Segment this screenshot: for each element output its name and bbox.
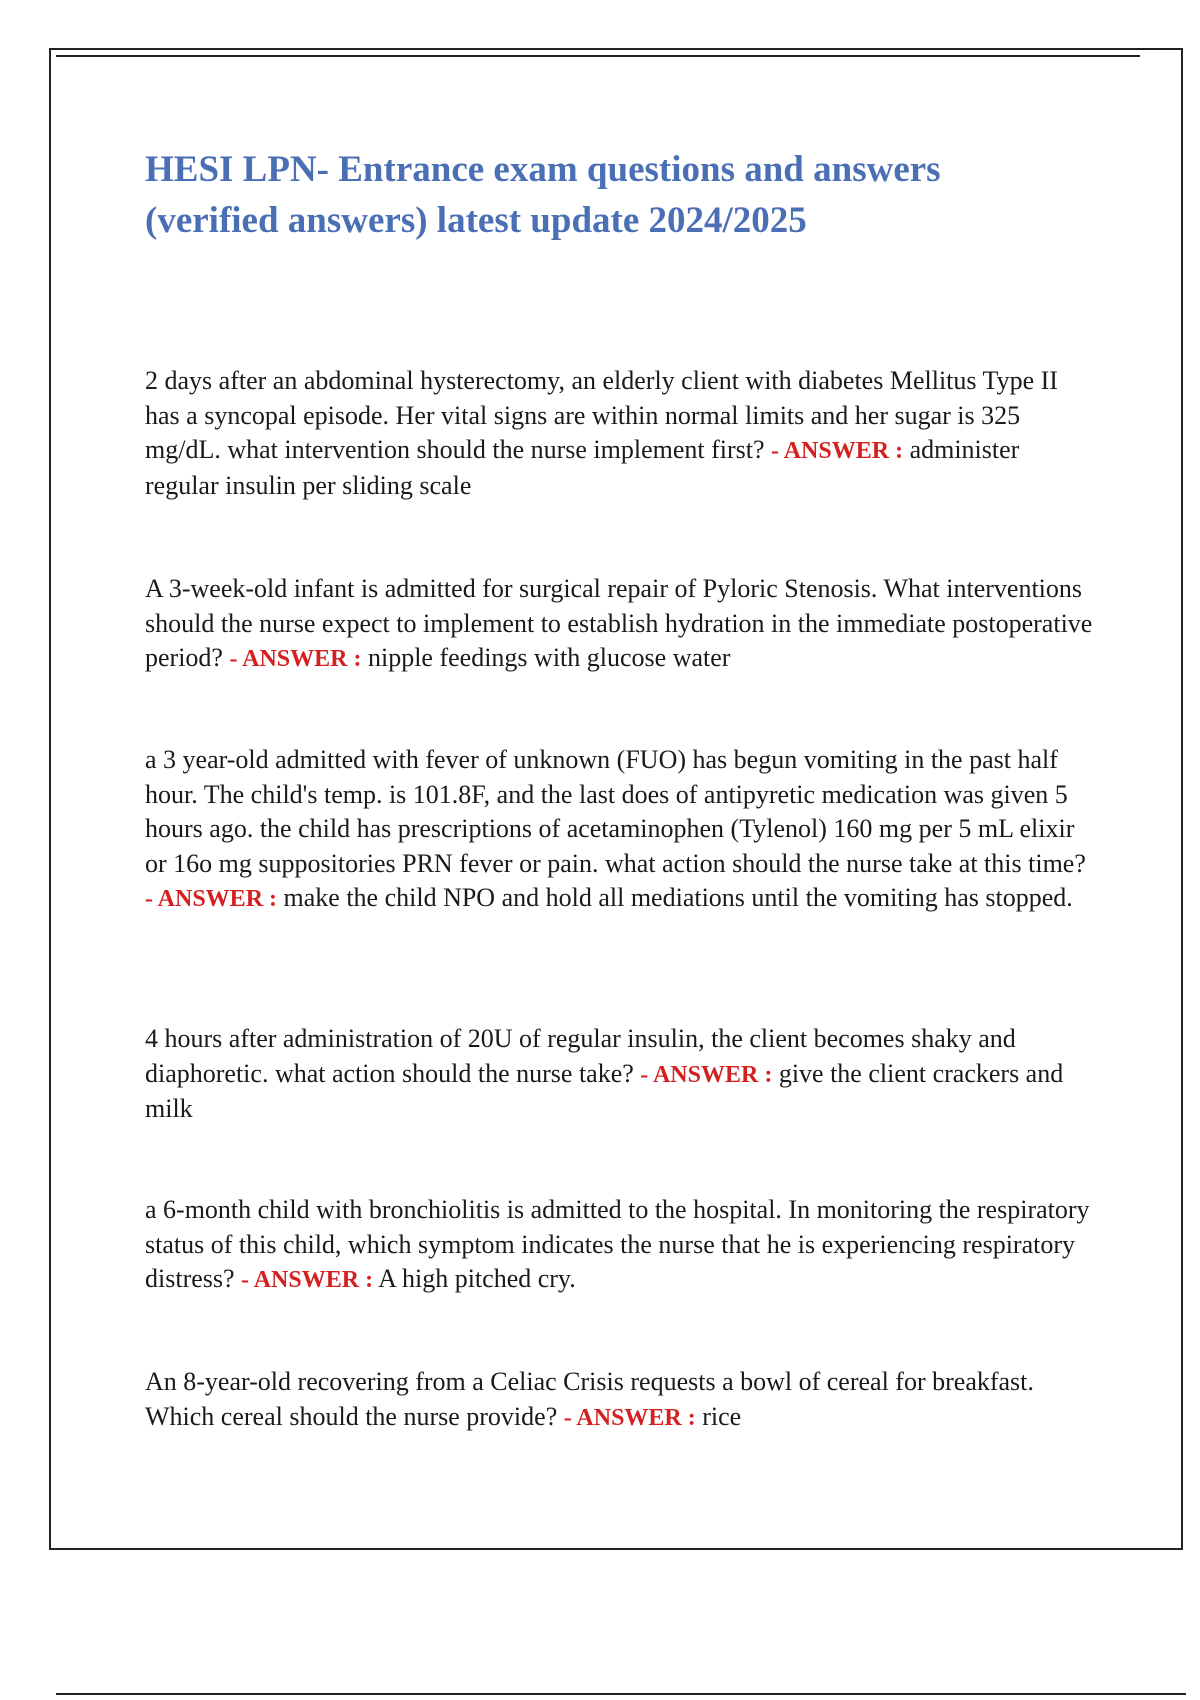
- answer-text: A high pitched cry.: [378, 1264, 576, 1293]
- question-text: 4 hours after administration of 20U of regular insulin, the client becomes shaky and diaphoretic. what action should the nurse take?: [145, 1024, 1016, 1088]
- answer-label: - ANSWER :: [145, 886, 278, 912]
- answer-text: give the client crackers and milk: [145, 1058, 1064, 1123]
- answer-text: rice: [702, 1401, 742, 1431]
- qa-item: [145, 1365, 1095, 1435]
- qa-item: [145, 1193, 1095, 1298]
- qa-item: [145, 572, 1095, 677]
- answer-label: - ANSWER :: [241, 1267, 374, 1293]
- answer-label: - ANSWER :: [229, 646, 362, 672]
- answer-label: - ANSWER :: [640, 1061, 773, 1088]
- qa-item: [145, 743, 1095, 917]
- answer-label: - ANSWER :: [563, 1404, 696, 1431]
- qa-item: [145, 1022, 1095, 1127]
- answer-text: make the child NPO and hold all mediations until the vomiting has stopped.: [283, 883, 1073, 912]
- question-text: a 6-month child with bronchiolitis is admitted to the hospital. In monitoring the respiratory status of this child, which symptom indicates the nurse that he is experiencing respiratory distress?: [145, 1195, 1090, 1293]
- answer-label: - ANSWER :: [771, 438, 904, 464]
- question-text: A 3-week-old infant is admitted for surgical repair of Pyloric Stenosis. What interventions should the nurse expect to implement to establish hydration in the immediate postoperative period?: [145, 574, 1093, 672]
- question-text: a 3 year-old admitted with fever of unknown (FUO) has begun vomiting in the past half hour. The child's temp. is 101.8F, and the last does of antipyretic medication was given 5 hours ago. the child has prescriptions of acetaminophen (Tylenol) 160 mg per 5 mL elixir or 16o mg suppositories PRN fever or pain. what action should the nurse take at this time?: [145, 745, 1086, 878]
- question-text: An 8-year-old recovering from a Celiac Crisis requests a bowl of cereal for breakfast. Which cereal should the nurse provide?: [145, 1367, 1034, 1431]
- question-text: 2 days after an abdominal hysterectomy, an elderly client with diabetes Mellitus Type II has a syncopal episode. Her vital signs are within normal limits and her sugar is 325 mg/dL. what intervention should the nurse implement first?: [145, 366, 1058, 464]
- document-title: HESI LPN- Entrance exam questions and answers (verified answers) latest update 2024/2025: [145, 149, 941, 241]
- bottom-rule: [56, 1693, 1186, 1695]
- qa-item: [145, 364, 1095, 503]
- answer-text: administer regular insulin per sliding scale: [145, 435, 1020, 500]
- answer-text: nipple feedings with glucose water: [367, 643, 731, 672]
